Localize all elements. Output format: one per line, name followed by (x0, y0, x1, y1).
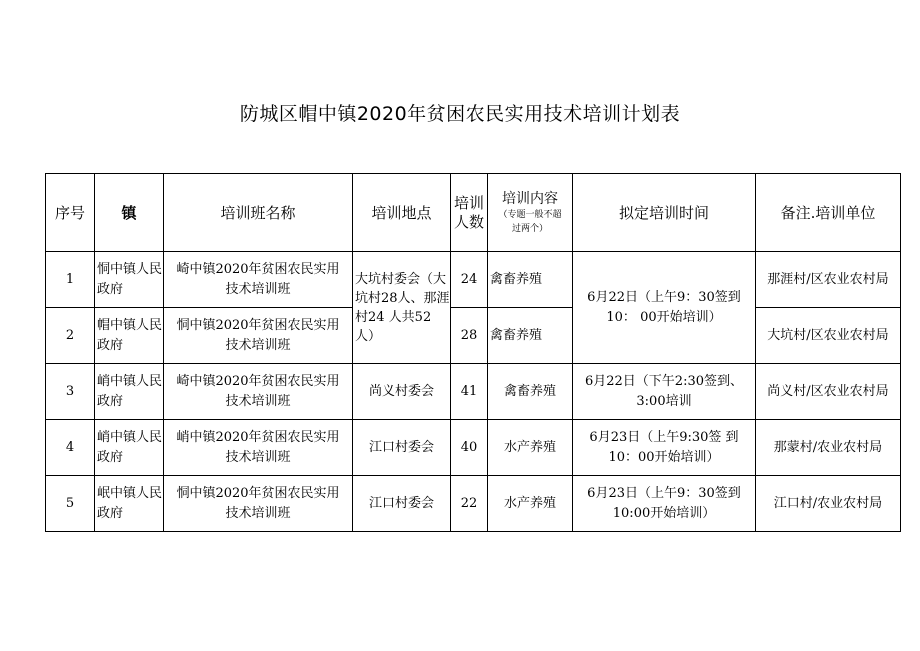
page-title: 防城区帽中镇2020年贫困农民实用技术培训计划表 (239, 103, 681, 125)
header-class-name: 培训班名称 (164, 174, 353, 252)
header-content-note1: （专题一般不超 (498, 209, 562, 220)
cell-town: 帽中镇人民政府 (95, 308, 164, 364)
cell-time: 6月23日（上午9:30签 到10：00开始培训） (573, 420, 756, 476)
header-location: 培训地点 (353, 174, 451, 252)
cell-count: 40 (451, 420, 488, 476)
cell-remark: 江口村/农业农村局 (756, 476, 901, 532)
cell-town: 峭中镇人民政府 (95, 420, 164, 476)
cell-location: 江口村委会 (353, 476, 451, 532)
header-town: 镇 (95, 174, 164, 252)
table-row (46, 420, 901, 476)
cell-class-name: 峭中镇2020年贫困农民实用技术培训班 (164, 420, 353, 476)
cell-content: 水产养殖 (488, 420, 573, 476)
cell-count: 41 (451, 364, 488, 420)
cell-location: 尚义村委会 (353, 364, 451, 420)
header-seq: 序号 (46, 174, 95, 252)
cell-town: 岷中镇人民政府 (95, 476, 164, 532)
cell-count: 24 (451, 252, 488, 308)
cell-class-name: 崎中镇2020年贫困农民实用技术培训班 (164, 252, 353, 308)
cell-class-name: 崎中镇2020年贫困农民实用技术培训班 (164, 364, 353, 420)
cell-seq: 5 (46, 476, 95, 532)
cell-seq: 3 (46, 364, 95, 420)
header-time: 拟定培训时间 (573, 174, 756, 252)
table-row (46, 364, 901, 420)
header-content-note2: 过两个） (511, 223, 548, 234)
table-row (46, 308, 901, 364)
cell-count: 28 (451, 308, 488, 364)
training-plan-table (45, 173, 901, 532)
header-remark: 备注.培训单位 (756, 174, 901, 252)
cell-time: 6月23日（上午9：30签到10:00开始培训） (573, 476, 756, 532)
cell-remark: 尚义村/区农业农村局 (756, 364, 901, 420)
cell-content: 水产养殖 (488, 476, 573, 532)
cell-content: 禽畜养殖 (488, 308, 573, 364)
header-content-main: 培训内容 (502, 190, 558, 207)
cell-remark: 大坑村/区农业农村局 (756, 308, 901, 364)
header-count-line2: 人数 (453, 212, 484, 231)
cell-town: 峭中镇人民政府 (95, 364, 164, 420)
cell-class-name: 恫中镇2020年贫困农民实用技术培训班 (164, 308, 353, 364)
cell-location: 江口村委会 (353, 420, 451, 476)
cell-count: 22 (451, 476, 488, 532)
cell-seq: 2 (46, 308, 95, 364)
cell-seq: 1 (46, 252, 95, 308)
cell-remark: 那蒙村/农业农村局 (756, 420, 901, 476)
header-count (451, 174, 488, 252)
cell-time-merged: 6月22日（上午9：30签到10： 00开始培训） (573, 252, 756, 364)
table-row (46, 476, 901, 532)
cell-town: 恫中镇人民政府 (95, 252, 164, 308)
header-content (488, 174, 573, 252)
header-count-line1: 培训 (453, 193, 484, 212)
cell-content: 禽畜养殖 (488, 252, 573, 308)
cell-time: 6月22日（下午2:30签到、3:00培训 (573, 364, 756, 420)
cell-seq: 4 (46, 420, 95, 476)
header-row (46, 174, 901, 252)
cell-remark: 那涯村/区农业农村局 (756, 252, 901, 308)
cell-location-merged: 大坑村委会（大坑村28人、那涯村24 人共52人） (353, 252, 451, 364)
cell-class-name: 恫中镇2020年贫困农民实用技术培训班 (164, 476, 353, 532)
cell-content: 禽畜养殖 (488, 364, 573, 420)
table-row (46, 252, 901, 308)
